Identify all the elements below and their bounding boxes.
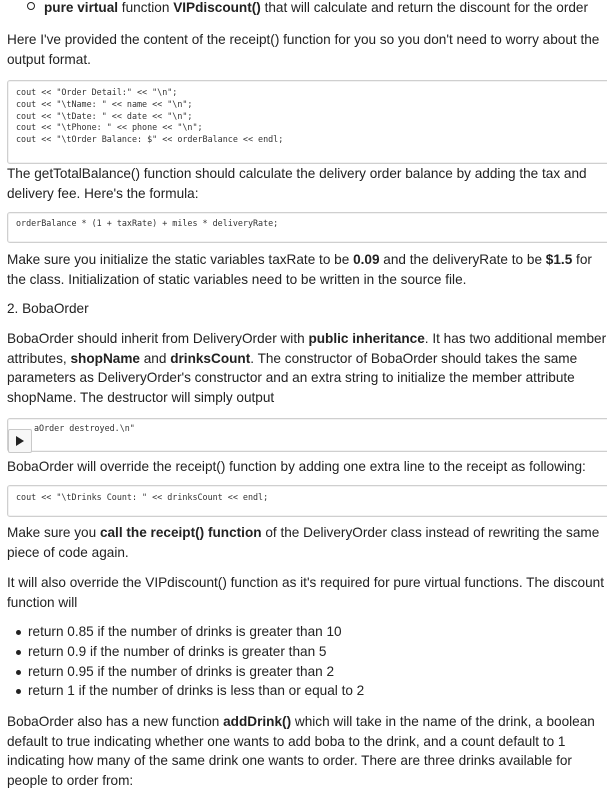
discount-rules-list	[0, 622, 364, 701]
destructor-code-block[interactable]: aOrder destroyed.\n"	[7, 418, 607, 452]
boba-description-paragraph: BobaOrder should inherit from DeliveryOrder with public inheritance. It has two additional member attributes, shopName and drinksCount. The constructor of BobaOrder should takes the same parameters as DeliveryOrder's constructor and an extra string to initialize the member attribute shopName. The destructor will simply output	[7, 331, 607, 405]
hollow-bullet-icon	[27, 2, 35, 10]
receipt-override-paragraph: BobaOrder will override the receipt() function by adding one extra line to the receipt as following:	[7, 459, 586, 474]
intro-paragraph: Here I've provided the content of the receipt() function for you so you don't need to worry about the output format.	[7, 32, 600, 67]
vip-override-paragraph: It will also override the VIPdiscount() function as it's required for pure virtual functions. The discount function will	[7, 575, 604, 610]
receipt-code-block[interactable]: cout << "Order Detail:" << "\n"; cout << "\tName: " << name << "\n"; cout << "\tDate: " << date << "\n"; cout << "\tPhone: " << phone << "\n"; cout << "\tOrder Balance: $" << orderBalance << endl;	[7, 80, 607, 164]
list-item: return 0.95 if the number of drinks is greater than 2	[0, 662, 364, 682]
drinks-count-code-block[interactable]: cout << "\tDrinks Count: " << drinksCount << endl;	[7, 485, 607, 517]
list-item: return 0.85 if the number of drinks is greater than 10	[0, 622, 364, 642]
section-title: 2. BobaOrder	[7, 301, 89, 316]
list-item: return 1 if the number of drinks is less than or equal to 2	[0, 681, 364, 701]
formula-code-block[interactable]: orderBalance * (1 + taxRate) + miles * deliveryRate;	[7, 212, 607, 243]
play-icon[interactable]	[8, 429, 32, 453]
call-receipt-paragraph: Make sure you call the receipt() function of the DeliveryOrder class instead of rewriting the same piece of code again.	[7, 525, 600, 560]
add-drink-paragraph: BobaOrder also has a new function addDrink() which will take in the name of the drink, a boolean default to true indicating whether one wants to add boba to the drink, and a count default to 1 indicating how many of the same drink one wants to order. There are three drinks available for people to order from:	[7, 714, 595, 788]
pure-virtual-bullet: pure virtual function VIPdiscount() that will calculate and return the discount for the order	[27, 0, 588, 15]
static-vars-paragraph: Make sure you initialize the static variables taxRate to be 0.09 and the deliveryRate to be $1.5 for the class. Initialization of static variables need to be written in the source file.	[7, 252, 592, 287]
list-item: return 0.9 if the number of drinks is greater than 5	[0, 642, 364, 662]
total-balance-paragraph: The getTotalBalance() function should calculate the delivery order balance by adding the tax and delivery fee. Here's the formula:	[7, 166, 587, 201]
